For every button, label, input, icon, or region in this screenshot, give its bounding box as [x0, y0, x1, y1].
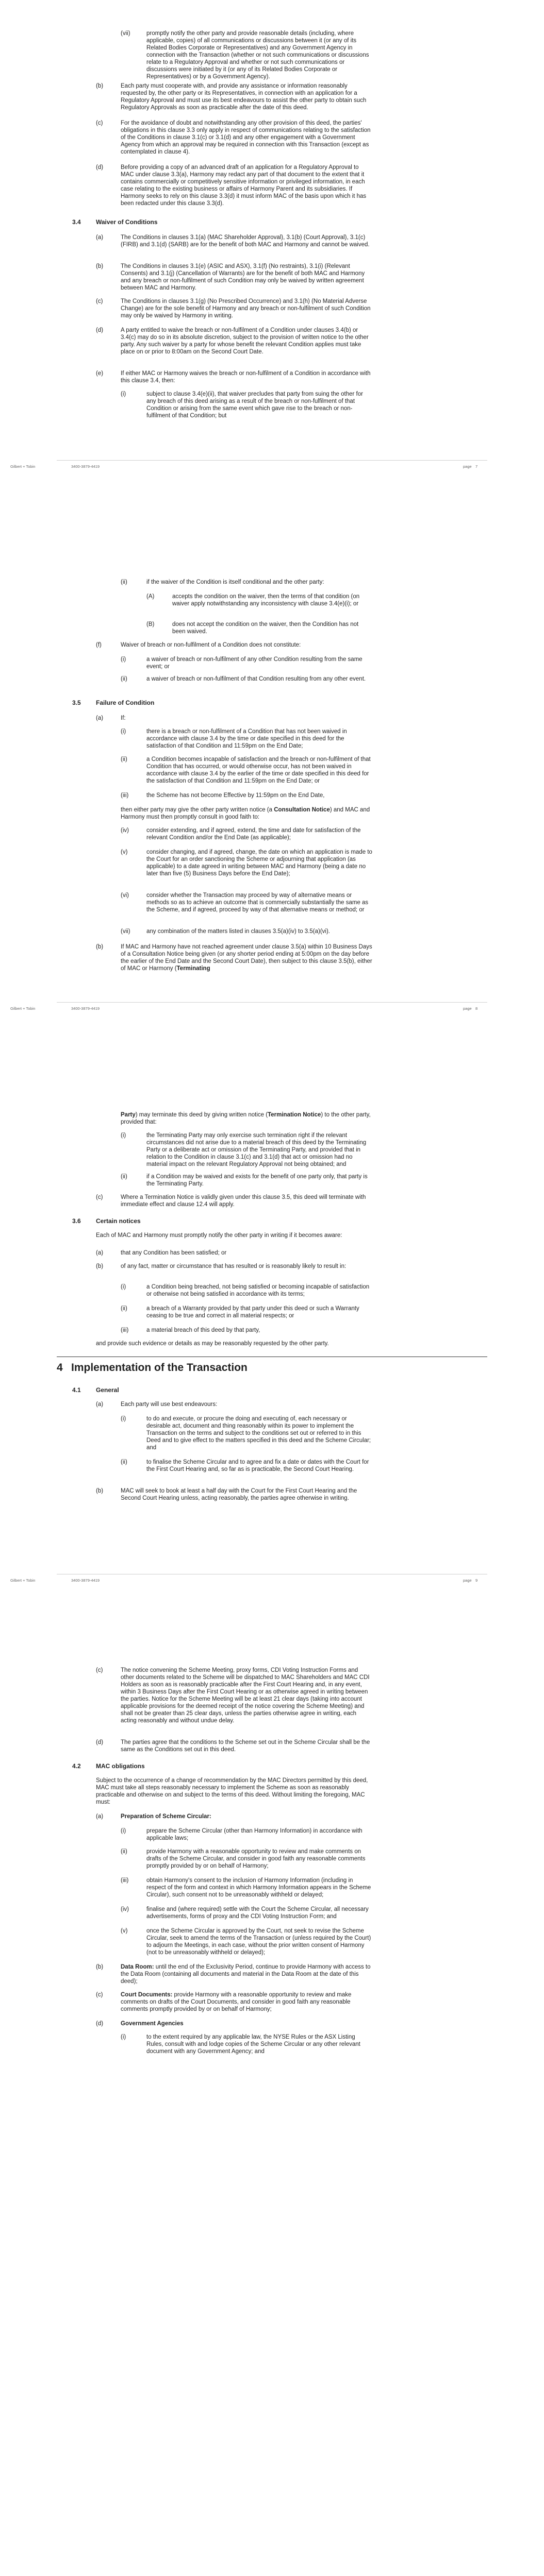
clause-label: (a): [96, 1814, 104, 1820]
clause-label: (A): [146, 594, 155, 600]
clause-text: If:: [121, 715, 126, 721]
clause-text: Before providing a copy of an advanced draft of an application for a Regulatory Approval to MAC under clause 3.3(a), Harmony may redact any part of that document to the extent that it contains commercially or competitively sensitive information or privileged information, in each case relating to the existing business or affairs of Harmony Parent and its subsidiaries. If Harmony seeks to rely on this clause 3.3(d) it must inform MAC of the basis upon which it has been redacted under this clause 3.3(d).: [121, 164, 367, 207]
clause-label: (c): [96, 1667, 103, 1673]
clause-text: Each party will use best endeavours:: [121, 1401, 218, 1408]
clause-text: Waiver of breach or non-fulfilment of a Condition does not constitute:: [121, 642, 301, 648]
defined-term: Consultation Notice: [274, 807, 330, 813]
clause-text: The Conditions in clauses 3.1(e) (ASIC and ASX), 3.1(f) (No restraints), 3.1(i) (Relevant Consents) and 3.1(j) (Cancellation of Warrants) are for the benefit of both MAC and Harmony and any breach or non-fulfilment of such Condition may only be waived by written agreement between MAC and Harmony.: [121, 263, 365, 291]
footer-page-number: 9: [475, 1578, 478, 1583]
clause-label: (a): [96, 234, 104, 241]
clause-text: Each of MAC and Harmony must promptly notify the other party in writing if it becomes aware:: [96, 1232, 342, 1239]
terminating-party-paragraph: Party) may terminate this deed by giving written notice (Termination Notice) to the other party, provided that:: [121, 1112, 371, 1125]
clause-text: to finalise the Scheme Circular and to agree and fix a date or dates with the Court for the First Court Hearing and, so far as is practicable, the Second Court Hearing.: [146, 1459, 369, 1472]
clause-text: a Condition becomes incapable of satisfaction and the breach or non-fulfilment of that Condition that has occurred, or would otherwise occur, has not been waived in accordance with clause 3.4 by the earlier of the time or date specified in this deed for the satisfaction of that Condition and 11:59pm on the End Date; or: [146, 756, 371, 784]
defined-term: Termination Notice: [268, 1112, 321, 1118]
page-footer: [0, 1002, 544, 1018]
section-heading: Certain notices: [96, 1217, 141, 1225]
clause-label: (ii): [121, 1849, 127, 1855]
section-number: 3.6: [72, 1217, 81, 1225]
clause-text: The Conditions in clauses 3.1(g) (No Prescribed Occurrence) and 3.1(h) (No Material Adverse Change) are for the sole benefit of Harmony and any breach or non-fulfilment of such Condition may only be waived by Harmony in writing.: [121, 298, 371, 319]
clause-label: (i): [121, 391, 126, 397]
clause-text: a material breach of this deed by that party,: [146, 1327, 260, 1333]
clause-text: to do and execute, or procure the doing and executing of, each necessary or desirable act, document and thing reasonably within its power to implement the Transaction on the terms and subject to the conditions set out or referred to in this Deed and to give effect to the matters specified in this deed and the Scheme Circular; and: [146, 1416, 371, 1451]
section-heading: Failure of Condition: [96, 699, 155, 706]
clause-label: (ii): [121, 1459, 127, 1465]
clause-text: there is a breach or non-fulfilment of a Condition that has not been waived in accordance with clause 3.4 by the time or date specified in this deed for the satisfaction of that Condition and 11:59pm on the End Date;: [146, 728, 347, 749]
clause-label: (d): [96, 1739, 104, 1745]
clause-subheading: Court Documents:: [121, 1992, 173, 1998]
clause-label: (vii): [121, 928, 130, 935]
clause-text: consider changing, and if agreed, change, the date on which an application is made to the Court for an order sanctioning the Scheme or adjourning that application (as applicable) to a date agreed in writing between MAC and Harmony (being a date no later than five (5) Business Days before the End Date);: [146, 849, 372, 877]
clause-subheading: Data Room:: [121, 1964, 154, 1970]
clause-text: consider whether the Transaction may proceed by way of alternative means or methods so as to achieve an outcome that is commercially substantially the same as the Scheme, and if agreed, proceed by way of that alternative means or method; or: [146, 892, 369, 913]
clause-subheading: Government Agencies: [121, 2021, 184, 2027]
clause-label: (iii): [121, 792, 129, 799]
page-footer: [0, 460, 544, 476]
clause-text: A party entitled to waive the breach or non-fulfilment of a Condition under clauses 3.4(b) or 3.4(c) may do so in its absolute discretion, subject to the provision of written notice to the other party. Any such waiver by a party for whose benefit the relevant Condition applies must take place on or prior to 8:00am on the Second Court Date.: [121, 327, 369, 355]
clause-label: (b): [96, 83, 104, 89]
clause-label: (i): [121, 728, 126, 735]
clause-label: (iii): [121, 1877, 129, 1884]
clause-text: a Condition being breached, not being satisfied or becoming incapable of satisfaction or otherwise not being satisfied in accordance with its terms;: [146, 1284, 370, 1297]
clause-text: that any Condition has been satisfied; or: [121, 1250, 227, 1256]
clause-text: a waiver of breach or non-fulfilment of that Condition resulting from any other event.: [146, 676, 366, 682]
clause-label: (ii): [121, 579, 127, 585]
footer-page-number: 8: [475, 1006, 478, 1011]
clause-label: (iv): [121, 827, 129, 834]
clause-text: obtain Harmony's consent to the inclusion of Harmony Information (including in respect of the form and context in which Harmony Information appears in the Scheme Circular), such consent not to be unreasonably withheld or delayed;: [146, 1877, 371, 1898]
clause-label: (d): [96, 164, 104, 171]
clause-label: (f): [96, 642, 102, 648]
clause-label: (v): [121, 849, 128, 855]
clause-text: once the Scheme Circular is approved by the Court, not seek to revise the Scheme Circular, seek to amend the terms of the Transaction or (unless required by the Court) to adjourn the Meetings, in each case, without the prior written consent of Harmony (not to be unreasonably withheld or delayed);: [146, 1928, 371, 1956]
clause-label: (a): [96, 1250, 104, 1256]
clause-text: the Terminating Party may only exercise such termination right if the relevant circumstances did not arise due to a material breach of this deed by the Terminating Party or a deliberate act or omission of the Terminating Party, and provided that in relation to the Condition in clause 3.1(c) and 3.1(d) that act or omission had no material impact on the relevant Regulatory Approval not being obtained; and: [146, 1132, 367, 1167]
footer-ref: 3400-3879-4419: [71, 1578, 100, 1583]
clause-label: (i): [121, 1828, 126, 1834]
clause-label: (d): [96, 327, 104, 333]
chapter-heading: Implementation of the Transaction: [71, 1362, 248, 1374]
clause-text: a breach of a Warranty provided by that party under this deed or such a Warranty ceasing to be true and correct in all material respects; or: [146, 1306, 359, 1319]
clause-text: The parties agree that the conditions to the Scheme set out in the Scheme Circular shall be the same as the Conditions set out in this deed.: [121, 1739, 370, 1753]
clause-text: consider extending, and if agreed, extend, the time and date for satisfaction of the relevant Condition and/or the End Date (as applicable);: [146, 827, 361, 841]
clause-label: (b): [96, 944, 104, 950]
clause-label: (i): [121, 1132, 126, 1139]
clause-text: If either MAC or Harmony waives the breach or non-fulfilment of a Condition in accordance with this clause 3.4, then:: [121, 370, 371, 384]
clause-text: subject to clause 3.4(e)(ii), that waiver precludes that party from suing the other for any breach of this deed arising as a result of the breach or non-fulfilment of that Condition or arising from the same event which gave rise to the breach or non-fulfilment of that Condition; but: [146, 391, 363, 419]
clause-label: (iv): [121, 1906, 129, 1912]
clause-text: Court Documents: provide Harmony with a reasonable opportunity to review and make comments on drafts of the Court Documents, and consider in good faith any reasonable comments promptly provided by or on behalf of Harmony;: [121, 1992, 352, 2012]
clause-label: (ii): [121, 1174, 127, 1180]
clause-subheading: Preparation of Scheme Circular:: [121, 1814, 211, 1820]
clause-text: The Conditions in clauses 3.1(a) (MAC Shareholder Approval), 3.1(b) (Court Approval), 3.1(c) (FIRB) and 3.1(d) (SARB) are for the benefit of both MAC and Harmony and cannot be waived.: [121, 234, 370, 248]
footer-page-number: 7: [475, 464, 478, 469]
clause-label: (a): [96, 715, 104, 721]
clause-label: (b): [96, 1488, 104, 1494]
clause-text: a waiver of breach or non-fulfilment of any other Condition resulting from the same event; or: [146, 656, 362, 670]
clause-text: if the waiver of the Condition is itself conditional and the other party:: [146, 579, 324, 585]
clause-text: Data Room: until the end of the Exclusivity Period, continue to provide Harmony with access to the Data Room (containing all documents and material in the Data Room at the date of this deed);: [121, 1964, 371, 1985]
clause-label: (i): [121, 1416, 126, 1422]
section-heading: General: [96, 1386, 119, 1394]
clause-text: prepare the Scheme Circular (other than Harmony Information) in accordance with applicable laws;: [146, 1828, 362, 1841]
clause-label: (ii): [121, 756, 127, 762]
section-number: 4.2: [72, 1762, 81, 1770]
clause-text: MAC will seek to book at least a half day with the Court for the First Court Hearing and the Second Court Hearing unless, acting reasonably, the parties agree otherwise in writing.: [121, 1488, 357, 1501]
clause-label: (i): [121, 2034, 126, 2040]
section-number: 4.1: [72, 1386, 81, 1394]
clause-text: If MAC and Harmony have not reached agreement under clause 3.5(a) within 10 Business Days of a Consultation Notice being given (or any shorter period ending at 5:00pm on the day before the earlier of the End Date and the Second Court Date), then subject to this clause 3.5(b), either of MAC or Harmony (Terminating: [121, 944, 372, 972]
clause-text: Subject to the occurrence of a change of recommendation by the MAC Directors permitted by this deed, MAC must take all steps reasonably necessary to implement the Scheme as soon as reasonably practicable and otherwise on and subject to the terms of this deed. Without limiting the foregoing, MAC must:: [96, 1777, 368, 1805]
clause-text: accepts the condition on the waiver, then the terms of that condition (on waiver apply notwithstanding any inconsistency with clause 3.4(e)(i); or: [172, 594, 360, 607]
defined-term: Terminating: [176, 965, 210, 972]
clause-label: (v): [121, 1928, 128, 1934]
footer-firm: Gilbert + Tobin: [10, 1006, 36, 1011]
clause-label: (c): [96, 120, 103, 126]
footer-firm: Gilbert + Tobin: [10, 1578, 36, 1583]
clause-label: (e): [96, 370, 104, 377]
clause-text: of any fact, matter or circumstance that has resulted or is reasonably likely to result in:: [121, 1263, 347, 1269]
clause-text: if a Condition may be waived and exists for the benefit of one party only, that party is the Terminating Party.: [146, 1174, 368, 1187]
clause-text: Where a Termination Notice is validly given under this clause 3.5, this deed will terminate with immediate effect and clause 12.4 will apply.: [121, 1194, 366, 1208]
clause-text: Each party must cooperate with, and provide any assistance or information reasonably requested by, the other party or its Representatives, in connection with an application for a Regulatory Approval and must use its best endeavours to assist the other party to obtain such Regulatory Approvals as soon as practicable after the date of this deed.: [121, 83, 367, 111]
clause-text: For the avoidance of doubt and notwithstanding any other provision of this deed, the parties' obligations in this clause 3.3 only apply in respect of communications relating to the satisfaction of the Conditions in clause 3.1(c) or 3.1(d) and any other engagement with a Government Agency from which an approval may be required in connection with this Transaction (except as contemplated in clause 4).: [121, 120, 371, 155]
clause-label: (vi): [121, 892, 129, 899]
clause-label: (vii): [121, 30, 130, 37]
clause-label: (b): [96, 263, 104, 269]
clause-text: The notice convening the Scheme Meeting, proxy forms, CDI Voting Instruction Forms and other documents related to the Scheme will be dispatched to MAC Shareholders and MAC CDI Holders as soon as is reasonably practicable after the First Court Hearing and, in any event, within 3 Business Days after the First Court Hearing or as otherwise agreed in writing between the parties. Notice for the Scheme Meeting will be at least 21 clear days (taking into account applicable provisions for the deemed receipt of the notice covering the Scheme Meeting) and shall not be greater than 25 clear days, unless the parties otherwise agree in writing, each acting reasonably and without undue delay.: [121, 1667, 370, 1724]
clause-text: provide Harmony with a reasonable opportunity to review and make comments on drafts of the Scheme Circular, and consider in good faith any reasonable comments promptly provided by or on behalf of Harmony;: [146, 1849, 366, 1869]
section-number: 3.4: [72, 218, 81, 226]
section-heading: MAC obligations: [96, 1762, 145, 1770]
clause-text: promptly notify the other party and provide reasonable details (including, where applicable, copies) of all communications or discussions between it (or any of its Related Bodies Corporate or Representatives) and any Government Agency in connection with the Transaction (whether or not such communications or discussions relate to a Regulatory Approval and whether or not such communications or discussions were initiated by it (or any of its Related Bodies Corporate or Representatives) or by a Government Agency).: [146, 30, 369, 80]
clause-label: (i): [121, 656, 126, 663]
clause-label: (i): [121, 1284, 126, 1290]
chapter-number: 4: [57, 1362, 63, 1374]
clause-label: (c): [96, 1194, 103, 1200]
footer-page-prefix: page: [463, 1006, 472, 1011]
clause-text: the Scheme has not become Effective by 11:59pm on the End Date,: [146, 792, 325, 799]
clause-label: (b): [96, 1263, 104, 1269]
clause-text: and provide such evidence or details as may be reasonably requested by the other party.: [96, 1341, 329, 1347]
clause-label: (b): [96, 1964, 104, 1970]
defined-term: Party: [121, 1112, 136, 1118]
clause-label: (d): [96, 2021, 104, 2027]
section-number: 3.5: [72, 699, 81, 706]
clause-label: (ii): [121, 1306, 127, 1312]
footer-ref: 3400-3879-4419: [71, 1006, 100, 1011]
footer-ref: 3400-3879-4419: [71, 464, 100, 469]
clause-text: finalise and (where required) settle with the Court the Scheme Circular, all necessary advertisements, forms of proxy and the CDI Voting Instruction Form; and: [146, 1906, 369, 1920]
clause-text: any combination of the matters listed in clauses 3.5(a)(iv) to 3.5(a)(vi).: [146, 928, 331, 935]
clause-label: (ii): [121, 676, 127, 682]
footer-page-prefix: page: [463, 1578, 472, 1583]
clause-text: does not accept the condition on the waiver, then the Condition has not been waived.: [172, 621, 359, 635]
clause-label: (c): [96, 1992, 103, 1998]
clause-text: to the extent required by any applicable law, the NYSE Rules or the ASX Listing Rules, consult with and lodge copies of the Scheme Circular or any other relevant document with any Government Agency; and: [146, 2034, 360, 2055]
clause-label: (a): [96, 1401, 104, 1408]
clause-label: (c): [96, 298, 103, 304]
clause-label: (B): [146, 621, 155, 628]
consultation-notice-paragraph: then either party may give the other party written notice (a Consultation Notice) and MAC and Harmony must then promptly consult in good faith to:: [121, 807, 370, 820]
footer-page-prefix: page: [463, 464, 472, 469]
section-heading: Waiver of Conditions: [96, 218, 158, 226]
document-page-10: [0, 1584, 544, 2576]
footer-firm: Gilbert + Tobin: [10, 464, 36, 469]
clause-label: (iii): [121, 1327, 129, 1333]
